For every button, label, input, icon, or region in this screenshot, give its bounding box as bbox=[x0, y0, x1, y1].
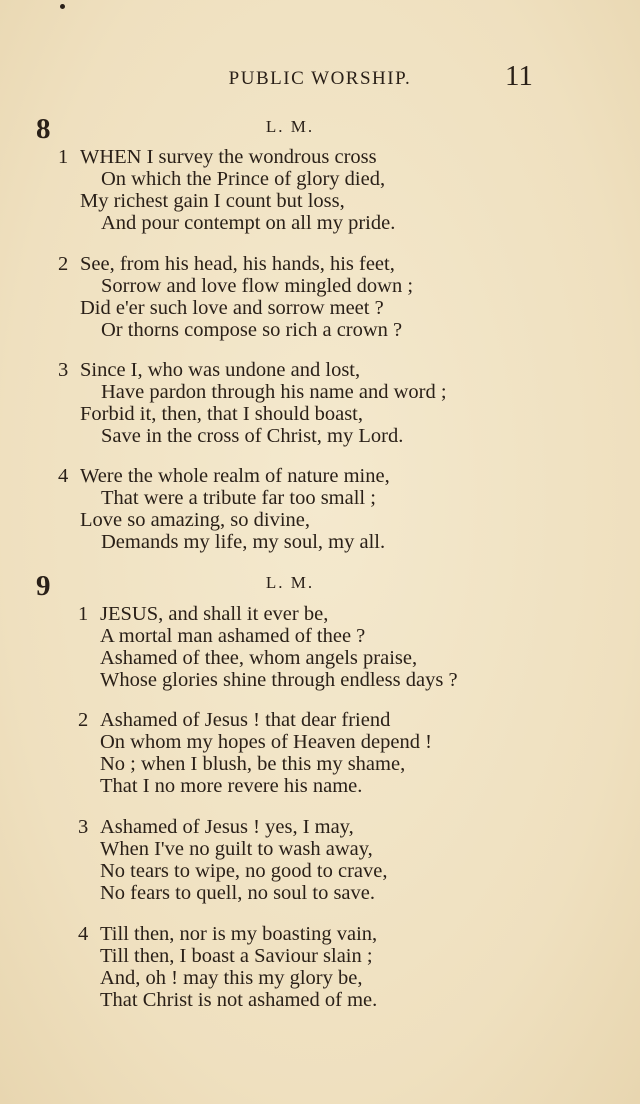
stanza-line: A mortal man ashamed of thee ? bbox=[100, 625, 366, 647]
stanza-number: 4 bbox=[78, 923, 89, 945]
stanza-line: No ; when I blush, be this my shame, bbox=[100, 753, 406, 775]
stanza-line: Have pardon through his name and word ; bbox=[101, 381, 447, 403]
stanza-number: 4 bbox=[58, 465, 69, 487]
stanza-line: My richest gain I count but loss, bbox=[80, 190, 345, 212]
stanza-line: That Christ is not ashamed of me. bbox=[100, 989, 378, 1011]
stanza-line: Ashamed of thee, whom angels praise, bbox=[100, 647, 418, 669]
stanza-line: On which the Prince of glory died, bbox=[101, 168, 386, 190]
stanza-line: And pour contempt on all my pride. bbox=[101, 212, 396, 234]
stanza-line: Or thorns compose so rich a crown ? bbox=[101, 319, 403, 341]
stanza-line: Sorrow and love flow mingled down ; bbox=[101, 275, 414, 297]
stanza-number: 2 bbox=[58, 253, 69, 275]
stanza-line: 3 Since I, who was undone and lost, bbox=[58, 359, 361, 381]
stanza-line: 2 Ashamed of Jesus ! that dear friend bbox=[78, 709, 391, 731]
hymn-meter: L. M. bbox=[265, 117, 315, 136]
stanza-number: 1 bbox=[58, 146, 69, 168]
stanza-number: 3 bbox=[78, 816, 89, 838]
hymn-meter: L. M. bbox=[265, 573, 315, 592]
stanza-number: 2 bbox=[78, 709, 89, 731]
stanza-line: Forbid it, then, that I should boast, bbox=[80, 403, 363, 425]
stanza-line: 4 Till then, nor is my boasting vain, bbox=[78, 923, 378, 945]
stanza-line: Save in the cross of Christ, my Lord. bbox=[101, 425, 404, 447]
running-header: PUBLIC WORSHIP. bbox=[228, 68, 412, 89]
stanza-line: No fears to quell, no soul to save. bbox=[100, 882, 375, 904]
ink-speck bbox=[60, 4, 65, 9]
stanza-line: Did e'er such love and sorrow meet ? bbox=[80, 297, 384, 319]
stanza-line: 1 WHEN I survey the wondrous cross bbox=[58, 146, 377, 168]
stanza-line: Love so amazing, so divine, bbox=[80, 509, 311, 531]
page-number: 11 bbox=[505, 60, 533, 92]
stanza-line: That were a tribute far too small ; bbox=[101, 487, 376, 509]
stanza-line: Till then, I boast a Saviour slain ; bbox=[100, 945, 373, 967]
stanza-line: Whose glories shine through endless days ? bbox=[100, 669, 458, 691]
stanza-line: 2 See, from his head, his hands, his feet, bbox=[58, 253, 395, 275]
stanza-line: 1 JESUS, and shall it ever be, bbox=[78, 603, 329, 625]
stanza-line: 3 Ashamed of Jesus ! yes, I may, bbox=[78, 816, 354, 838]
stanza-line: When I've no guilt to wash away, bbox=[100, 838, 373, 860]
stanza-number: 3 bbox=[58, 359, 69, 381]
hymn-number: 8 bbox=[36, 113, 51, 145]
stanza-number: 1 bbox=[78, 603, 89, 625]
stanza-line: 4 Were the whole realm of nature mine, bbox=[58, 465, 390, 487]
stanza-line: Demands my life, my soul, my all. bbox=[101, 531, 386, 553]
stanza-line: No tears to wipe, no good to crave, bbox=[100, 860, 388, 882]
stanza-line: And, oh ! may this my glory be, bbox=[100, 967, 363, 989]
stanza-line: That I no more revere his name. bbox=[100, 775, 363, 797]
stanza-line: On whom my hopes of Heaven depend ! bbox=[100, 731, 432, 753]
hymn-number: 9 bbox=[36, 570, 51, 602]
